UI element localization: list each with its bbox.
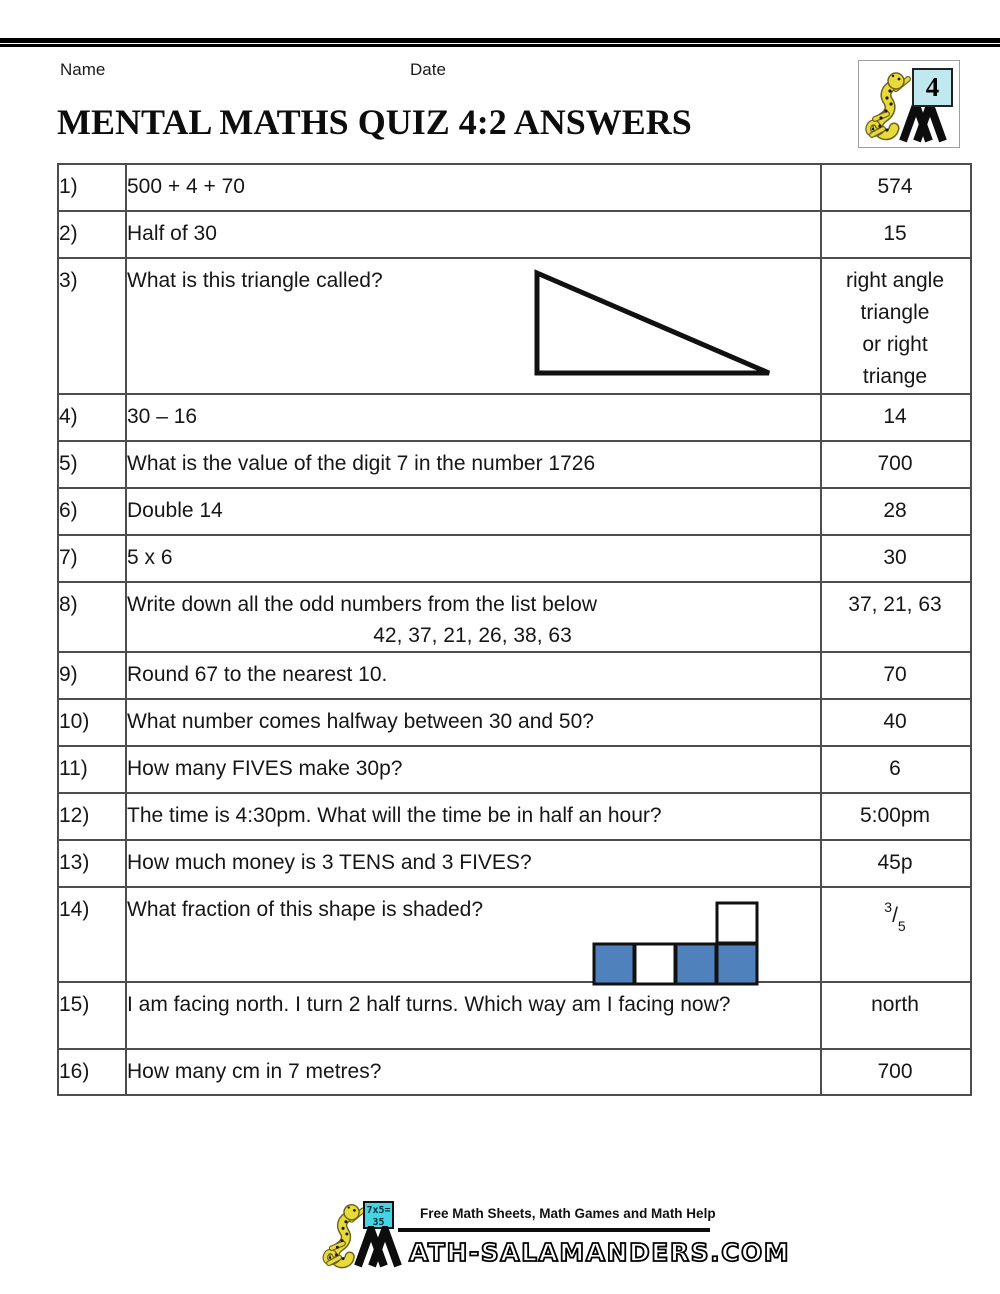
question-number: 5) bbox=[58, 441, 126, 488]
answer-text: 70 bbox=[821, 652, 971, 699]
question-text: Half of 30 bbox=[126, 211, 821, 258]
answer-line: triangle bbox=[860, 301, 930, 324]
table-row bbox=[58, 211, 971, 258]
fraction-answer: $^3/_5$ bbox=[884, 899, 906, 935]
footer-m-logo-icon bbox=[352, 1226, 408, 1268]
answer-text: 15 bbox=[821, 211, 971, 258]
question-number: 9) bbox=[58, 652, 126, 699]
footer-site-name: ATH-SALAMANDERS.COM bbox=[409, 1238, 791, 1267]
answer-line: right angle bbox=[845, 269, 945, 292]
question-number: 3) bbox=[58, 258, 126, 394]
answer-text bbox=[821, 258, 971, 394]
question-number: 14) bbox=[58, 887, 126, 982]
question-number: 12) bbox=[58, 793, 126, 840]
answer-line: triange bbox=[862, 365, 928, 388]
answer-text: 700 bbox=[821, 1049, 971, 1095]
page-title: MENTAL MATHS QUIZ 4:2 ANSWERS bbox=[57, 102, 692, 142]
table-row bbox=[58, 258, 971, 394]
question-text bbox=[126, 258, 821, 394]
grade-number-box bbox=[912, 68, 953, 107]
board-line1: 7x5= bbox=[366, 1205, 391, 1216]
question-text: How many FIVES make 30p? bbox=[126, 746, 821, 793]
grade-badge bbox=[858, 60, 960, 148]
answer-text: 40 bbox=[821, 699, 971, 746]
footer-rule bbox=[398, 1228, 710, 1232]
question-number: 16) bbox=[58, 1049, 126, 1095]
question-text: What is the value of the digit 7 in the number 1726 bbox=[126, 441, 821, 488]
question-text-line: What is this triangle called? bbox=[127, 269, 383, 292]
footer-board bbox=[363, 1201, 394, 1229]
question-number: 11) bbox=[58, 746, 126, 793]
table-row bbox=[58, 535, 971, 582]
answer-text: 6 bbox=[821, 746, 971, 793]
question-text: Round 67 to the nearest 10. bbox=[126, 652, 821, 699]
question-text: 5 x 6 bbox=[126, 535, 821, 582]
table-row bbox=[58, 982, 971, 1049]
header-rule bbox=[0, 38, 1000, 47]
answer-text: 5:00pm bbox=[821, 793, 971, 840]
question-number: 4) bbox=[58, 394, 126, 441]
right-triangle-figure bbox=[533, 268, 775, 378]
question-number-list: 42, 37, 21, 26, 38, 63 bbox=[373, 624, 572, 647]
date-label: Date bbox=[410, 60, 446, 79]
question-text: The time is 4:30pm. What will the time be in half an hour? bbox=[126, 793, 821, 840]
answer-text: 28 bbox=[821, 488, 971, 535]
table-row bbox=[58, 887, 971, 982]
question-text-line: Write down all the odd numbers from the list below bbox=[127, 593, 597, 616]
question-text-line: What fraction of this shape is shaded? bbox=[127, 898, 484, 921]
question-number: 6) bbox=[58, 488, 126, 535]
table-row bbox=[58, 441, 971, 488]
answer-text bbox=[821, 887, 971, 982]
m-logo-icon bbox=[899, 101, 951, 143]
question-number: 15) bbox=[58, 982, 126, 1049]
question-number: 10) bbox=[58, 699, 126, 746]
question-number: 1) bbox=[58, 164, 126, 211]
footer-tagline: Free Math Sheets, Math Games and Math Help bbox=[420, 1206, 716, 1221]
question-text bbox=[126, 582, 821, 652]
answer-text: 700 bbox=[821, 441, 971, 488]
question-text: 30 – 16 bbox=[126, 394, 821, 441]
question-text bbox=[126, 887, 821, 982]
question-text: How many cm in 7 metres? bbox=[126, 1049, 821, 1095]
table-row bbox=[58, 488, 971, 535]
table-row bbox=[58, 840, 971, 887]
quiz-table bbox=[57, 163, 972, 1096]
question-text: I am facing north. I turn 2 half turns. Which way am I facing now? bbox=[126, 982, 821, 1049]
table-row bbox=[58, 582, 971, 652]
answer-text: 574 bbox=[821, 164, 971, 211]
table-row bbox=[58, 652, 971, 699]
question-number: 7) bbox=[58, 535, 126, 582]
table-row bbox=[58, 699, 971, 746]
answer-line: or right bbox=[862, 333, 928, 356]
board-line2: 35 bbox=[372, 1217, 385, 1228]
question-text: What number comes halfway between 30 and 50? bbox=[126, 699, 821, 746]
name-label: Name bbox=[60, 60, 106, 79]
question-text: Double 14 bbox=[126, 488, 821, 535]
question-number: 13) bbox=[58, 840, 126, 887]
table-row bbox=[58, 164, 971, 211]
table-row bbox=[58, 394, 971, 441]
table-row bbox=[58, 793, 971, 840]
table-row bbox=[58, 1049, 971, 1095]
table-row bbox=[58, 746, 971, 793]
shaded-squares-figure bbox=[592, 900, 762, 988]
question-text: 500 + 4 + 70 bbox=[126, 164, 821, 211]
answer-text: 37, 21, 63 bbox=[821, 582, 971, 652]
answer-text: north bbox=[821, 982, 971, 1049]
grade-number: 4 bbox=[925, 72, 940, 102]
question-number: 8) bbox=[58, 582, 126, 652]
answer-text: 30 bbox=[821, 535, 971, 582]
question-number: 2) bbox=[58, 211, 126, 258]
answer-text: 45p bbox=[821, 840, 971, 887]
question-text: How much money is 3 TENS and 3 FIVES? bbox=[126, 840, 821, 887]
answer-text: 14 bbox=[821, 394, 971, 441]
